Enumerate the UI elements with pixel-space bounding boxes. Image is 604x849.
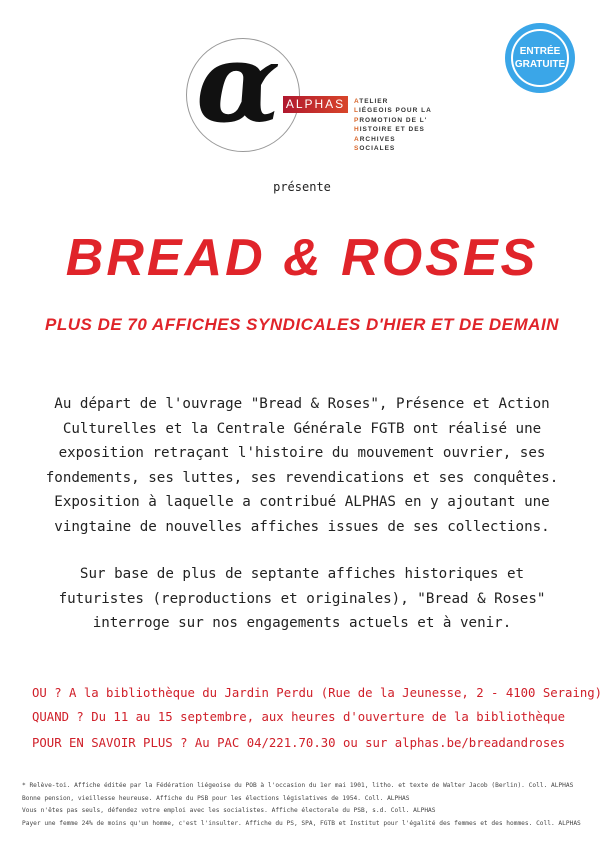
presents-text: présente	[273, 180, 331, 194]
alpha-logo-icon: α	[196, 18, 281, 147]
info-more: POUR EN SAVOIR PLUS ? Au PAC 04/221.70.30 ou sur alphas.be/breadandroses	[32, 736, 566, 750]
badge-line-1: ENTRÉE	[519, 46, 561, 57]
alphas-logo-label: ALPHAS	[283, 96, 348, 113]
info-when: QUAND ? Du 11 au 15 septembre, aux heures d'ouverture de la bibliothèque	[32, 710, 566, 724]
free-entry-badge	[505, 23, 575, 93]
footnote: * Relève-toi. Affiche éditée par la Fédération liégeoise du POB à l'occasion du 1er mai 1901, litho. et texte de Walter Jacob (Berlin). Coll. ALPHAS	[22, 782, 574, 789]
description-paragraph: Sur base de plus de septante affiches historiques et futuristes (reproductions et originales), "Bread & Roses" interroge sur nos engagements actuels et à venir.	[58, 566, 546, 631]
footnotes	[22, 780, 581, 830]
description-paragraph: Au départ de l'ouvrage "Bread & Roses", Présence et Action Culturelles et la Centrale Générale FGTB ont réalisé une exposition retraçant l'histoire du mouvement ouvrier, ses fondements, ses luttes, ses revendications et ses conquêtes. Exposition à laquelle a contribué ALPHAS en y ajoutant une vingtaine de nouvelles affiches issues de ses collections.	[45, 396, 559, 535]
footnote: Bonne pension, vieillesse heureuse. Affiche du PSB pour les élections législatives de 1954. Coll. ALPHAS	[22, 794, 410, 802]
alphas-acronym: ATELIER LIÉGEOIS POUR LA PROMOTION DE L' HISTOIRE ET DES ARCHIVES SOCIALES	[354, 98, 432, 153]
poster-subtitle: PLUS DE 70 AFFICHES SYNDICALES D'HIER ET DE DEMAIN	[45, 315, 559, 334]
footnote: Payer une femme 24% de moins qu'un homme, c'est l'insulter. Affiche du PS, SPA, FGTB et Institut pour l'égalité des femmes et des hommes. Coll. ALPHAS	[22, 819, 581, 827]
info-where: OU ? A la bibliothèque du Jardin Perdu (Rue de la Jeunesse, 2 - 4100 Seraing)	[32, 686, 603, 700]
footnote: Vous n'êtes pas seuls, défendez votre emploi avec les socialistes. Affiche électorale du PSB, s.d. Coll. ALPHAS	[22, 807, 436, 814]
poster-title: BREAD & ROSES	[65, 229, 539, 287]
badge-line-2: GRATUITE	[514, 59, 566, 70]
